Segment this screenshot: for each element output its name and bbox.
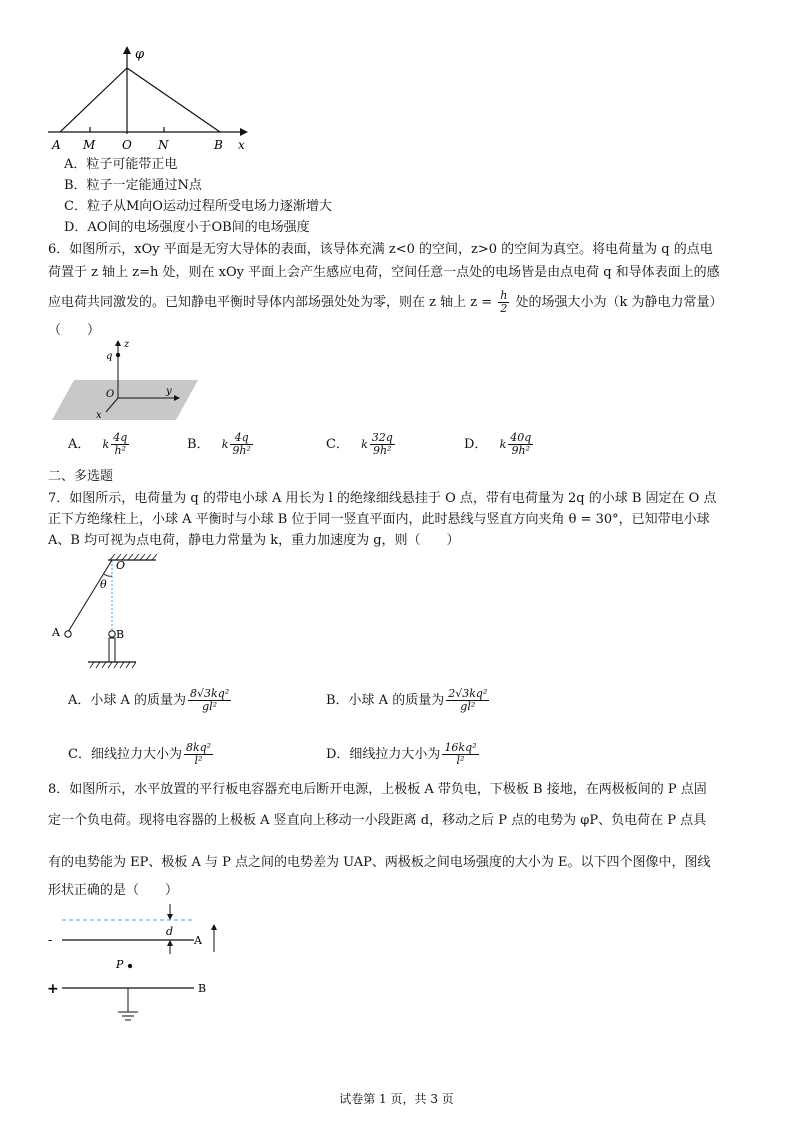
option-k: k bbox=[361, 438, 368, 451]
plate-a-label: A bbox=[194, 934, 202, 947]
point-b-label: B bbox=[214, 138, 223, 152]
frac-den: gl² bbox=[460, 700, 476, 713]
q7-stem-line2: 正下方绝缘柱上，小球 A 平衡时与小球 B 位于同一竖直平面内，此时悬线与竖直方向夹角 θ = 30°，已知带电小球 bbox=[48, 512, 710, 527]
q8-capacitor-figure bbox=[44, 902, 234, 1028]
q6-stem-line3-part1: 应电荷共同激发的。已知静电平衡时导体内部场强处处为零，则在 z 轴上 z = bbox=[48, 295, 493, 310]
frac-num: 8kq² bbox=[185, 741, 212, 754]
ball-a-label: A bbox=[52, 626, 60, 639]
option-fraction bbox=[111, 432, 129, 457]
q7-stem-line1: 7．如图所示，电荷量为 q 的带电小球 A 用长为 l 的绝缘细线悬挂于 O 点，带有电荷量为 2q 的小球 B 固定在 O 点 bbox=[48, 491, 717, 506]
page-footer: 试卷第 1 页，共 3 页 bbox=[339, 1092, 454, 1106]
option-fraction bbox=[446, 688, 489, 713]
plus-sign: + bbox=[47, 981, 59, 997]
q8-stem-line4: 形状正确的是（ ） bbox=[48, 883, 179, 898]
q7-stem-line3: A、B 均可视为点电荷，静电力常量为 k，重力加速度为 g，则（ ） bbox=[48, 533, 460, 548]
section-title-multiple-choice: 二、多选题 bbox=[48, 469, 114, 484]
frac-den: 2 bbox=[500, 302, 508, 315]
q7-option-d bbox=[326, 742, 481, 767]
q8-stem-line2: 定一个负电荷。现将电容器的上极板 A 竖直向上移动一小段距离 d，移动之后 P 点的电势为 φP、负电荷在 P 点具 bbox=[48, 813, 707, 828]
q6-option-c bbox=[326, 432, 397, 457]
q6-conductor-figure bbox=[48, 338, 208, 422]
frac-num: 32q bbox=[371, 431, 393, 444]
q5-option-d: D．AO间的电场强度小于OB间的电场强度 bbox=[64, 220, 310, 235]
option-letter: A． bbox=[68, 437, 91, 452]
frac-num: 16kq² bbox=[444, 741, 477, 754]
q6-stem-line3 bbox=[48, 290, 723, 315]
option-letter: D． bbox=[464, 437, 488, 452]
frac-num: 4q bbox=[113, 431, 128, 444]
q6-option-a bbox=[68, 432, 131, 457]
frac-den: l² bbox=[456, 754, 465, 767]
frac-den: 9h² bbox=[373, 444, 392, 457]
frac-num: 40q bbox=[510, 431, 532, 444]
point-m-label: M bbox=[83, 138, 96, 152]
point-p-label: P bbox=[116, 958, 124, 971]
x-axis-label: x bbox=[96, 410, 102, 421]
q6-answer-paren: （ ） bbox=[48, 323, 101, 338]
q6-stem-line2: 荷置于 z 轴上 z=h 处，则在 xOy 平面上会产生感应电荷，空间任意一点处的电场皆是由点电荷 q 和导体表面上的感 bbox=[48, 265, 720, 280]
plate-b-label: B bbox=[198, 982, 207, 995]
q5-potential-graph bbox=[44, 44, 254, 156]
q5-option-b: B．粒子一定能通过N点 bbox=[64, 178, 202, 193]
q7-option-c bbox=[68, 742, 215, 767]
frac-num: 4q bbox=[230, 432, 253, 445]
q5-option-a: A．粒子可能带正电 bbox=[64, 157, 178, 172]
q5-option-c: C．粒子从M向O运动过程所受电场力逐渐增大 bbox=[64, 199, 332, 214]
option-k: k bbox=[102, 438, 110, 451]
option-fraction bbox=[442, 742, 478, 767]
option-fraction bbox=[188, 688, 231, 713]
option-text: C．细线拉力大小为 bbox=[68, 747, 182, 762]
q8-stem-line3: 有的电势能为 EP、极板 A 与 P 点之间的电势差为 UAP、两极板之间电场强度的大小为 E。以下四个图像中，图线 bbox=[48, 855, 711, 870]
theta-label: θ bbox=[100, 578, 107, 591]
option-letter: B． bbox=[187, 437, 210, 452]
q6-option-b bbox=[187, 432, 255, 457]
z-axis-label: z bbox=[124, 339, 130, 350]
q7-option-b bbox=[326, 688, 491, 713]
option-text: A．小球 A 的质量为 bbox=[68, 693, 187, 708]
frac-den: 9h² bbox=[232, 444, 251, 457]
option-k: k bbox=[499, 438, 507, 451]
q8-stem-line1: 8．如图所示，水平放置的平行板电容器充电后断开电源，上极板 A 带负电，下极板 B 接地，在两极板间的 P 点固 bbox=[48, 782, 707, 797]
q7-pendulum-figure bbox=[48, 552, 158, 670]
origin-o-label: O bbox=[106, 389, 115, 400]
option-fraction bbox=[184, 742, 213, 767]
ball-b-label: B bbox=[116, 628, 125, 641]
frac-den: h² bbox=[114, 444, 126, 457]
point-o-label: O bbox=[116, 559, 126, 572]
frac-den: gl² bbox=[202, 700, 218, 713]
charge-q-label: q bbox=[106, 351, 113, 362]
point-o-label: O bbox=[122, 138, 132, 152]
q6-option-d bbox=[464, 432, 535, 457]
option-text: D．细线拉力大小为 bbox=[326, 747, 441, 762]
option-fraction bbox=[230, 432, 253, 457]
q6-stem-line1: 6．如图所示，xOy 平面是无穷大导体的表面，该导体充满 z<0 的空间，z>0 的空间为真空。将电荷量为 q 的点电 bbox=[48, 242, 713, 257]
x-axis-label: x bbox=[238, 138, 245, 152]
point-a-label: A bbox=[52, 138, 61, 152]
option-letter: C． bbox=[326, 437, 349, 452]
phi-axis-label: φ bbox=[135, 47, 145, 62]
option-fraction bbox=[508, 432, 533, 457]
minus-sign: - bbox=[48, 933, 53, 948]
option-fraction bbox=[370, 432, 395, 457]
q6-stem-line3-part2: 处的场强大小为（k 为静电力常量） bbox=[515, 295, 723, 310]
option-text: B．小球 A 的质量为 bbox=[326, 693, 445, 708]
q6-half-fraction bbox=[498, 290, 509, 315]
frac-den: 9h² bbox=[511, 444, 531, 457]
q7-option-a bbox=[68, 688, 233, 713]
y-axis-label: y bbox=[166, 386, 172, 397]
frac-num: 8√3kq² bbox=[190, 687, 230, 700]
distance-d-label: d bbox=[166, 925, 174, 938]
frac-num: h bbox=[500, 289, 508, 302]
option-k: k bbox=[221, 438, 229, 451]
point-n-label: N bbox=[158, 138, 169, 152]
frac-den: l² bbox=[194, 754, 203, 767]
frac-num: 2√3kq² bbox=[448, 687, 488, 700]
